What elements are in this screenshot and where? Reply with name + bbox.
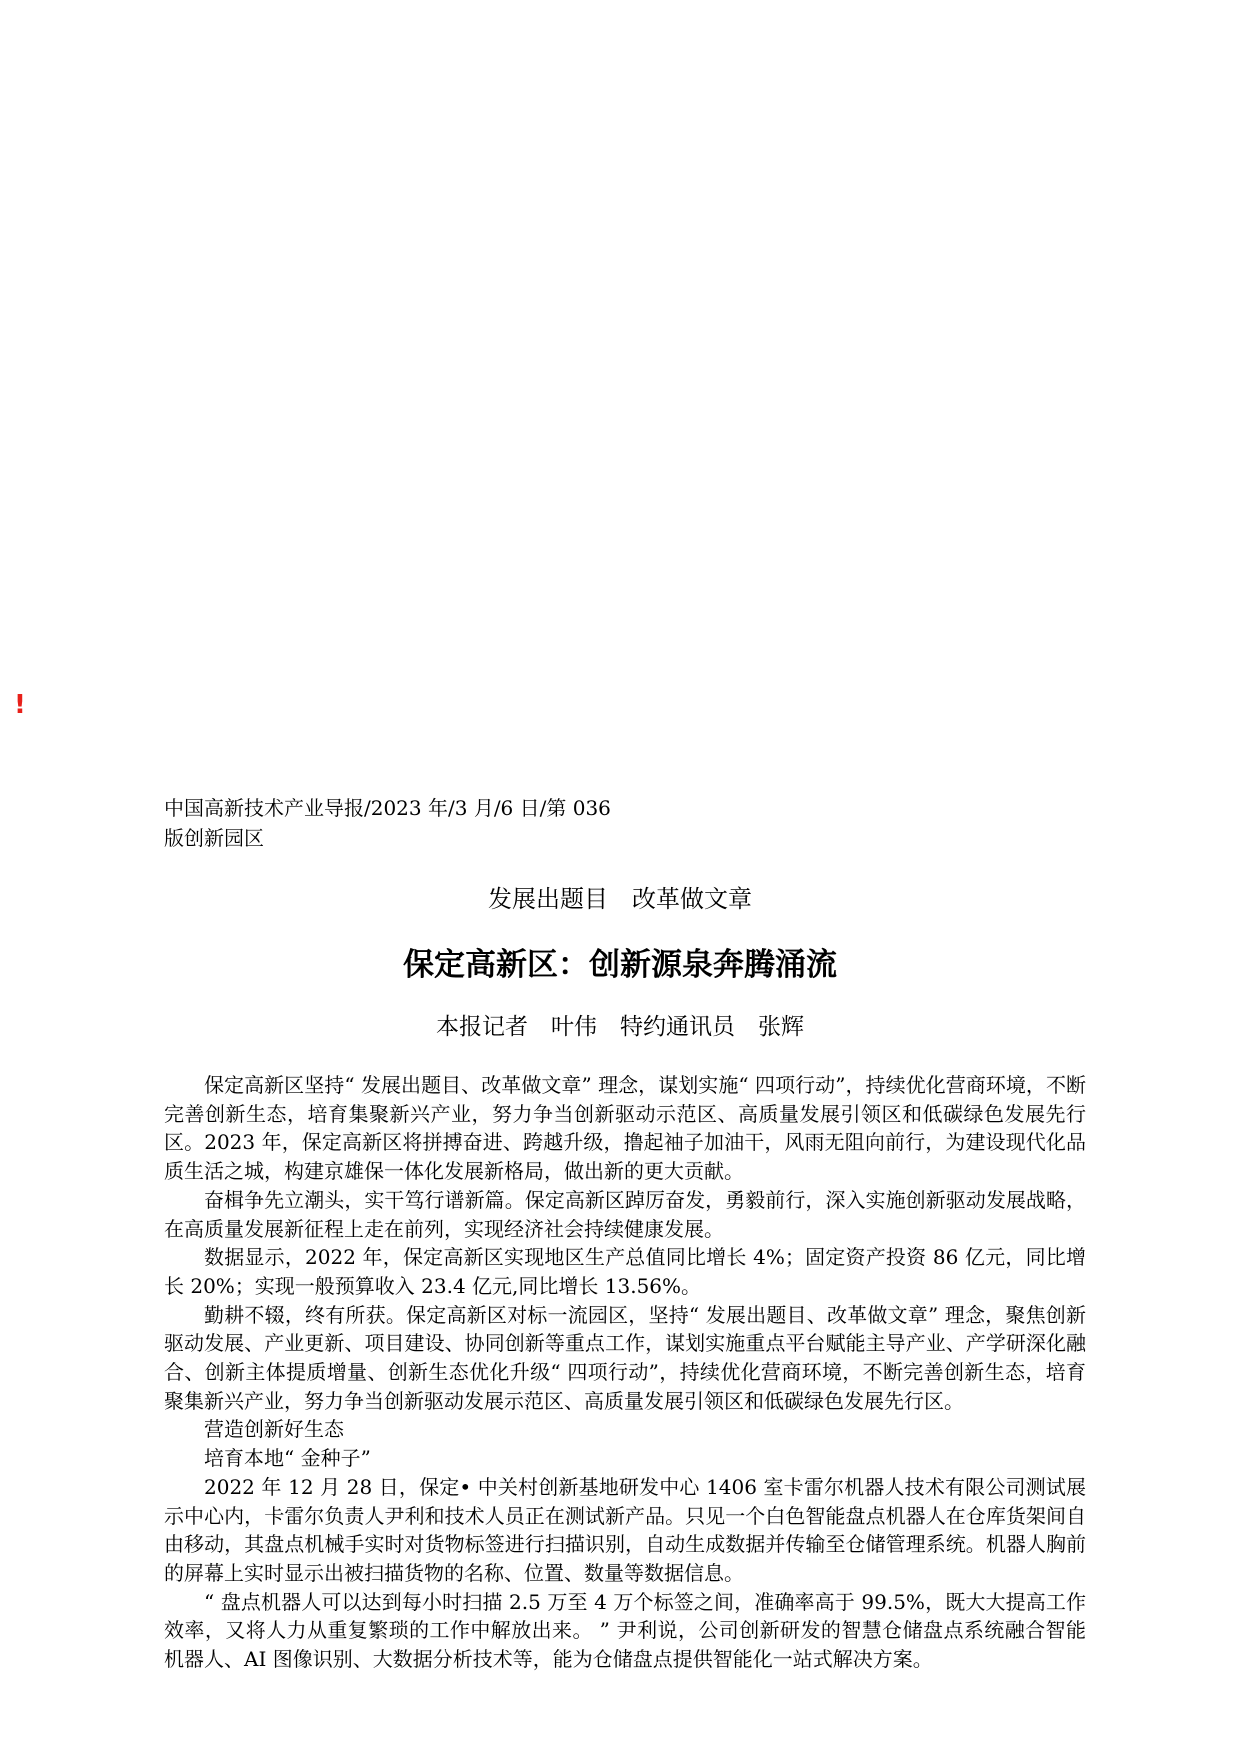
paragraph: 勤耕不辍，终有所获。保定高新区对标一流园区，坚持“ 发展出题目、改革做文章” 理念，聚焦创新驱动发展、产业更新、项目建设、协同创新等重点工作，谋划实施重点平台赋能主导产业、产学研深化融合、创新主体提质增量、创新生态优化升级“ 四项行动”，持续优化营商环境，不断完善创新生态，培育聚集新兴产业，努力争当创新驱动发展示范区、高质量发展引领区和低碳绿色发展先行区。	[164, 1302, 1086, 1413]
article-body	[164, 1071, 1086, 1674]
margin-mark: !	[14, 690, 26, 720]
article-title: 保定高新区：创新源泉奔腾涌流	[403, 947, 837, 983]
section-heading: 营造创新好生态	[204, 1417, 344, 1442]
byline: 本报记者 叶伟 特约通讯员 张辉	[436, 1014, 804, 1040]
article-subtitle: 发展出题目 改革做文章	[488, 885, 752, 913]
paragraph: “ 盘点机器人可以达到每小时扫描 2.5 万至 4 万个标签之间，准确率高于 99.5%，既大大提高工作效率，又将人力从重复繁琐的工作中解放出来。 ” 尹利说，公司创新研发的智慧仓储盘点系统融合智能机器人、AI 图像识别、大数据分析技术等，能为仓储盘点提供智能化一站式解决方案。	[164, 1589, 1086, 1672]
source-line: 中国高新技术产业导报/2023 年/3 月/6 日/第 036 版创新园区	[164, 796, 611, 850]
paragraph: 2022 年 12 月 28 日，保定• 中关村创新基地研发中心 1406 室卡雷尔机器人技术有限公司测试展示中心内，卡雷尔负责人尹利和技术人员正在测试新产品。只见一个白色智能盘点机器人在仓库货架间自由移动，其盘点机械手实时对货物标签进行扫描识别，自动生成数据并传输至仓储管理系统。机器人胸前的屏幕上实时显示出被扫描货物的名称、位置、数量等数据信息。	[164, 1474, 1086, 1585]
paragraph: 奋楫争先立潮头，实干笃行谱新篇。保定高新区踔厉奋发，勇毅前行，深入实施创新驱动发展战略，在高质量发展新征程上走在前列，实现经济社会持续健康发展。	[164, 1187, 1086, 1241]
paragraph: 保定高新区坚持“ 发展出题目、改革做文章” 理念，谋划实施“ 四项行动”，持续优化营商环境，不断完善创新生态，培育集聚新兴产业，努力争当创新驱动示范区、高质量发展引领区和低碳绿色发展先行区。2023 年，保定高新区将拼搏奋进、跨越升级，撸起袖子加油干，风雨无阻向前行，为建设现代化品质生活之城，构建京雄保一体化发展新格局，做出新的更大贡献。	[164, 1073, 1086, 1184]
paragraph: 数据显示，2022 年，保定高新区实现地区生产总值同比增长 4%；固定资产投资 86 亿元，同比增长 20%；实现一般预算收入 23.4 亿元,同比增长 13.56%。	[164, 1245, 1086, 1298]
section-subheading: 培育本地“ 金种子”	[204, 1446, 371, 1471]
